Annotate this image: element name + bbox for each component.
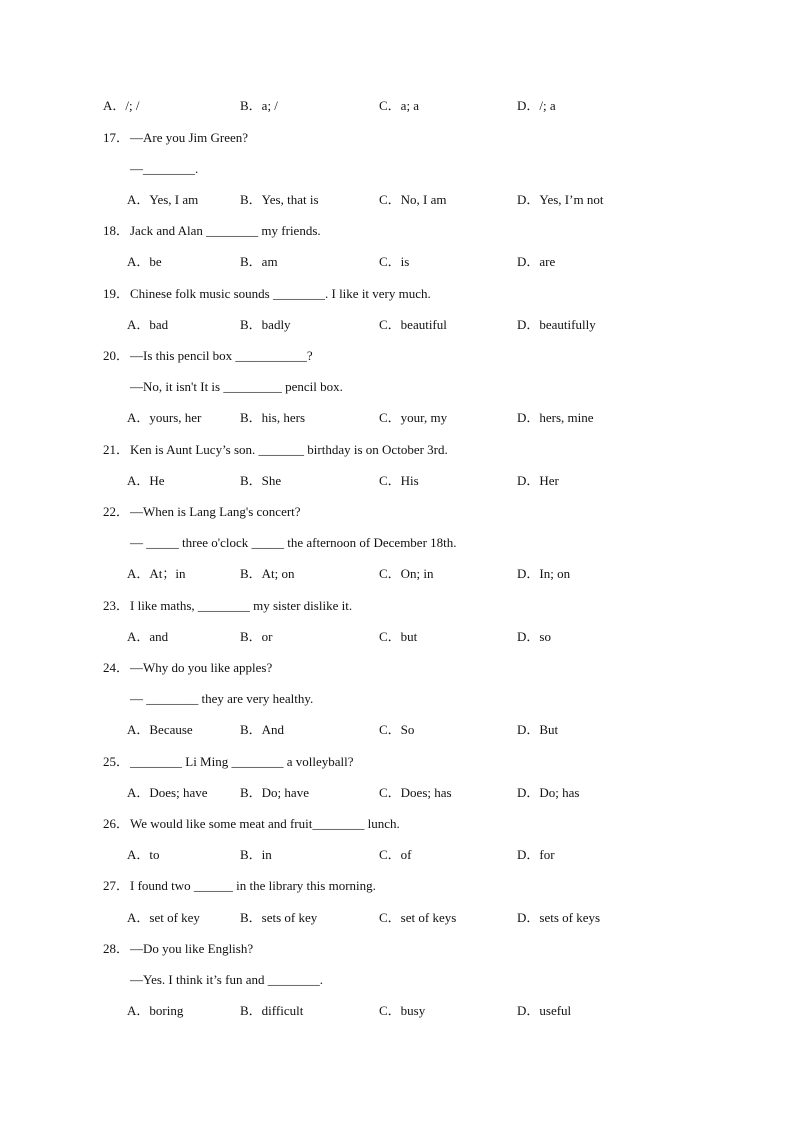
option-d: D．for (517, 847, 555, 862)
option-a: A．and (127, 629, 169, 644)
option-a: A．set of key (127, 910, 200, 925)
option-d: D．sets of keys (517, 910, 601, 925)
question-number: 19． (103, 286, 130, 301)
option-d: D．In; on (517, 566, 571, 581)
option-a: A．He (127, 473, 165, 488)
option-c: C．On; in (379, 566, 434, 581)
question-text: We would like some meat and fruit________ lunch. (130, 816, 400, 831)
question-subline: — ________ they are very healthy. (130, 691, 314, 706)
option-b: B．At; on (240, 566, 295, 581)
question-text: Jack and Alan ________ my friends. (130, 223, 321, 238)
option-d: D．Her (517, 473, 559, 488)
question-number: 24． (103, 660, 130, 675)
option-d: D．hers, mine (517, 410, 594, 425)
option-d: D．so (517, 629, 551, 644)
q16-option-a: A．/; / (103, 98, 140, 113)
question-number: 20． (103, 348, 130, 363)
question-subline: — _____ three o'clock _____ the afternoon of December 18th. (130, 535, 457, 550)
option-b: B．difficult (240, 1003, 304, 1018)
option-a: A．yours, her (127, 410, 202, 425)
option-c: C．Does; has (379, 785, 452, 800)
question-text: ________ Li Ming ________ a volleyball? (130, 754, 354, 769)
option-b: B．Do; have (240, 785, 309, 800)
option-b: B．And (240, 722, 285, 737)
question-text: —Is this pencil box ___________? (130, 348, 313, 363)
option-c: C．your, my (379, 410, 448, 425)
q16-option-b: B．a; / (240, 98, 278, 113)
option-d: D．are (517, 254, 556, 269)
question-text: I like maths, ________ my sister dislike it. (130, 598, 353, 613)
question-subline: —________. (130, 161, 199, 176)
question-subline: —Yes. I think it’s fun and ________. (130, 972, 323, 987)
question-number: 21． (103, 442, 130, 457)
option-a: A．to (127, 847, 160, 862)
option-b: B．She (240, 473, 282, 488)
question-text: —Do you like English? (130, 941, 254, 956)
option-c: C．His (379, 473, 419, 488)
option-d: D．useful (517, 1003, 572, 1018)
question-number: 27． (103, 878, 130, 893)
option-b: B．badly (240, 317, 291, 332)
option-b: B．or (240, 629, 273, 644)
option-c: C．but (379, 629, 418, 644)
option-a: A．At；in (127, 566, 186, 581)
question-text: —Are you Jim Green? (130, 130, 249, 145)
question-text: —Why do you like apples? (130, 660, 273, 675)
option-b: B．Yes, that is (240, 192, 319, 207)
option-b: B．his, hers (240, 410, 306, 425)
option-c: C．set of keys (379, 910, 457, 925)
option-c: C．of (379, 847, 412, 862)
option-c: C．No, I am (379, 192, 447, 207)
option-b: B．sets of key (240, 910, 318, 925)
option-d: D．But (517, 722, 559, 737)
option-c: C．beautiful (379, 317, 447, 332)
q16-option-c: C．a; a (379, 98, 420, 113)
option-c: C．is (379, 254, 410, 269)
question-number: 22． (103, 504, 130, 519)
question-number: 28． (103, 941, 130, 956)
q16-option-d: D．/; a (517, 98, 556, 113)
option-a: A．Because (127, 722, 193, 737)
option-d: D．Yes, I’m not (517, 192, 604, 207)
question-number: 23． (103, 598, 130, 613)
question-text: Chinese folk music sounds ________. I like it very much. (130, 286, 431, 301)
question-text: Ken is Aunt Lucy’s son. _______ birthday is on October 3rd. (130, 442, 448, 457)
option-d: D．Do; has (517, 785, 580, 800)
option-a: A．be (127, 254, 162, 269)
question-number: 17． (103, 130, 130, 145)
option-a: A．bad (127, 317, 169, 332)
question-number: 18． (103, 223, 130, 238)
option-d: D．beautifully (517, 317, 596, 332)
question-number: 26． (103, 816, 130, 831)
option-a: A．Yes, I am (127, 192, 199, 207)
option-b: B．in (240, 847, 272, 862)
question-text: I found two ______ in the library this morning. (130, 878, 376, 893)
option-b: B．am (240, 254, 278, 269)
option-a: A．boring (127, 1003, 184, 1018)
question-number: 25． (103, 754, 130, 769)
question-text: —When is Lang Lang's concert? (130, 504, 301, 519)
option-c: C．busy (379, 1003, 426, 1018)
option-c: C．So (379, 722, 415, 737)
question-subline: —No, it isn't It is _________ pencil box. (130, 379, 343, 394)
option-a: A．Does; have (127, 785, 208, 800)
